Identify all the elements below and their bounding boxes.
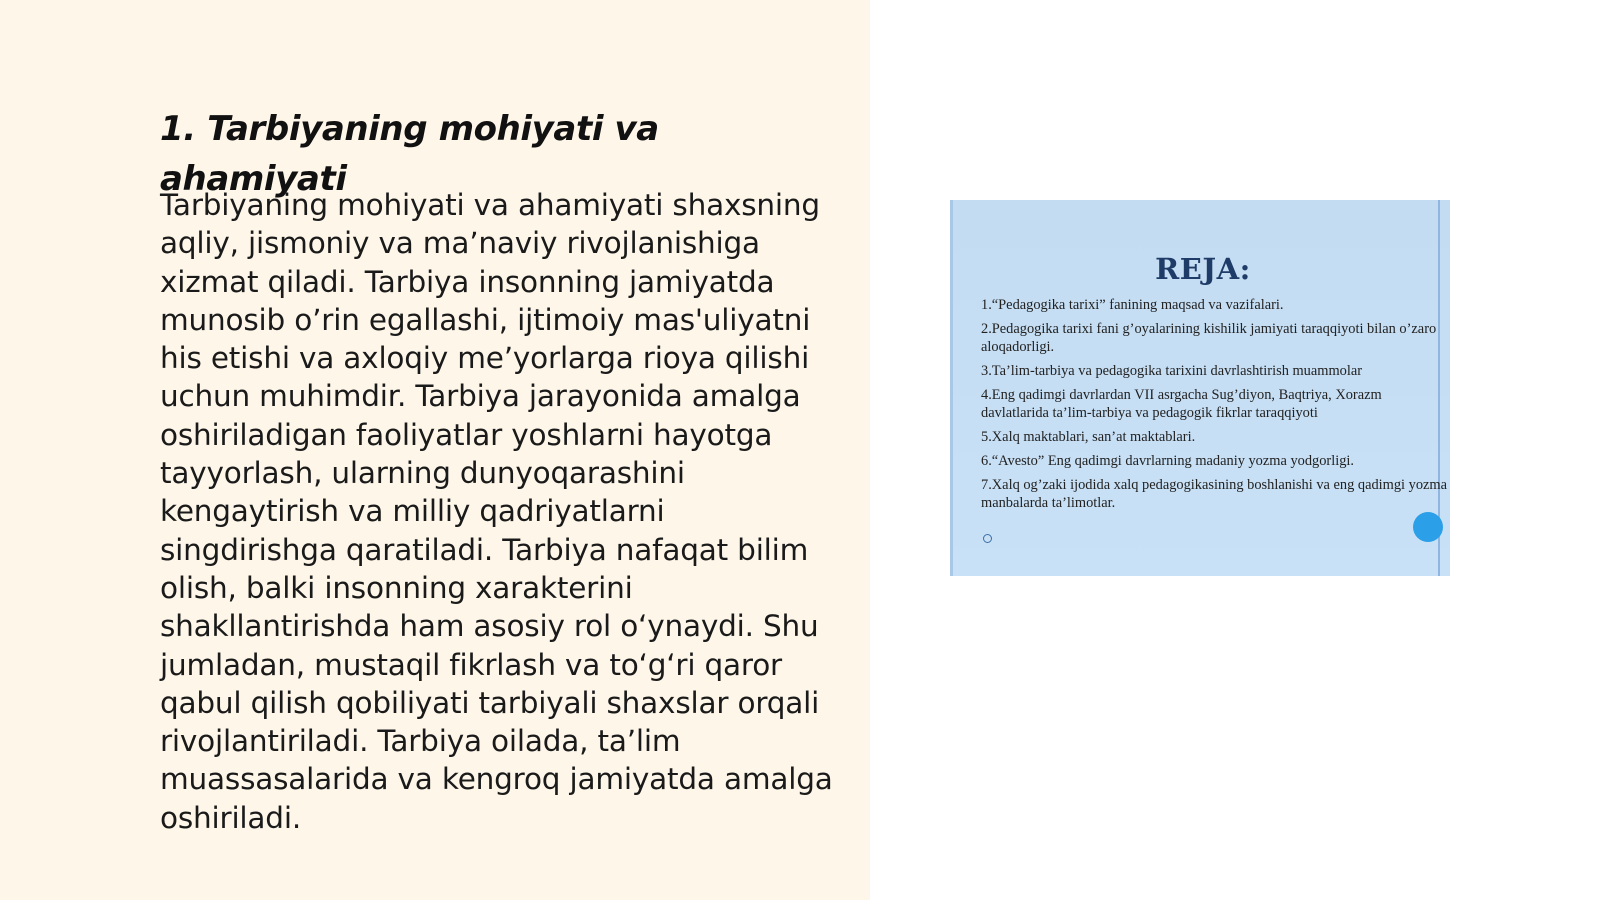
reja-item-1: 1.“Pedagogika tarixi” fanining maqsad va vazifalari. bbox=[981, 297, 1284, 313]
reja-item-3: 3.Ta’lim-tarbiya va pedagogika tarixini davrlashtirish muammolar bbox=[981, 363, 1363, 379]
ring-bullet-icon bbox=[983, 534, 992, 543]
reja-heading: REJA: bbox=[1155, 252, 1251, 286]
reja-item-7: 7.Xalq og’zaki ijodida xalq pedagogikasining boshlanishi va eng qadimgi yozma manbalarda ta’limotlar. bbox=[981, 477, 1447, 511]
reja-list bbox=[981, 296, 1450, 518]
slide-title: 1. Tarbiyaning mohiyati va ahamiyati bbox=[160, 109, 659, 199]
reja-item-6: 6.“Avesto” Eng qadimgi davrlarning madaniy yozma yodgorligi. bbox=[981, 453, 1354, 469]
reja-item-2: 2.Pedagogika tarixi fani g’oyalarining kishilik jamiyati taraqqiyoti bilan o’zaro aloqadorligi. bbox=[981, 321, 1437, 355]
blue-dot-decoration bbox=[1413, 512, 1443, 542]
reja-image bbox=[950, 200, 1450, 576]
body-text: Tarbiyaning mohiyati va ahamiyati shaxsning aqliy, jismoniy va ma’naviy rivojlanishiga xizmat qiladi. Tarbiya insonning jamiyatda munosib o’rin egallashi, ijtimoiy mas'uliyatni his etishi va axloqiy me’yorlarga rioya qilishi uchun muhimdir. Tarbiya jarayonida amalga oshiriladigan faoliyatlar yoshlarni hayotga tayyorlash, ularning dunyoqarashini kengaytirish va milliy qadriyatlarni singdirishga qaratiladi. Tarbiya nafaqat bilim olish, balki insonning xarakterini shakllantirishda ham asosiy rol o‘ynaydi. Shu jumladan, mustaqil fikrlash va to‘g‘ri qaror qabul qilish qobiliyati tarbiyali shaxslar orqali rivojlantiriladi. Tarbiya oilada, ta’lim muassasalarida va kengroq jamiyatda amalga oshiriladi. bbox=[160, 188, 833, 835]
reja-item-4: 4.Eng qadimgi davrlardan VII asrgacha Sug’diyon, Baqtriya, Xorazm davlatlarida ta’lim-tarbiya va pedagogik fikrlar taraqqiyoti bbox=[981, 387, 1382, 421]
reja-item-5: 5.Xalq maktablari, san’at maktablari. bbox=[981, 429, 1196, 445]
